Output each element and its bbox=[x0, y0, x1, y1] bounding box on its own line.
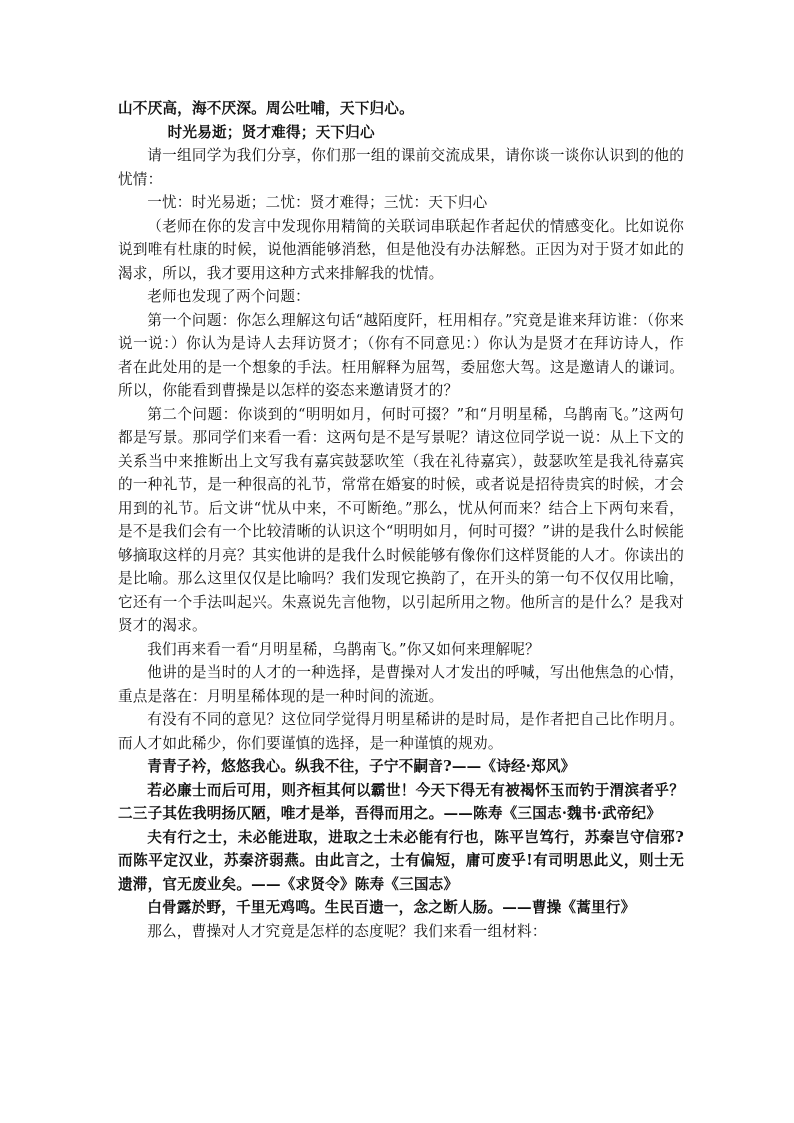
paragraph-2: 时光易逝；贤才难得；天下归心 bbox=[167, 123, 375, 141]
paragraph-6: 老师也发现了两个问题： bbox=[147, 288, 310, 305]
paragraph-9: 我们再来看一看“月明星稀，乌鹊南飞。”你又如何来理解呢？ bbox=[147, 640, 540, 658]
quote-qiuxianling: 夫有行之士，未必能进取，进取之士未必能有行也，陈平岂笃行，苏秦岂守信邪?而陈平定汉业，苏秦济弱燕。由此言之，士有偏短，庸可废乎!有司明思此义，则士无遗滞，官无废业矣。——《求贤令》陈寿《三国志》 bbox=[118, 828, 684, 893]
quote-shijing: 青青子衿，悠悠我心。纵我不往，子宁不嗣音?——《诗经·郑风》 bbox=[147, 758, 576, 775]
paragraph-11: 有没有不同的意见？这位同学觉得月明星稀讲的是时局，是作者把自己比作明月。而人才如此稀少，你们要谨慎的选择，是一种谨慎的规劝。 bbox=[118, 711, 684, 752]
paragraph-8: 第二个问题：你谈到的“明明如月，何时可掇？”和“月明星稀，乌鹊南飞。”这两句都是写景。那同学们来看一看：这两句是不是写景呢？请这位同学说一说：从上下文的关系当中来推断出上文写我有嘉宾鼓瑟吹笙（我在礼待嘉宾），鼓瑟吹笙是我礼待嘉宾的一种礼节，是一种很高的礼节，常常在婚宴的时候，或者说是招待贵宾的时候，才会用到的礼节。后文讲“忧从中来，不可断绝。”那么，忧从何而来？结合上下两句来看，是不是我们会有一个比较清晰的认识这个“明明如月，何时可掇？”讲的是我什么时候能够摘取这样的月亮？其实他讲的是我什么时候能够有像你们这样贤能的人才。你读出的是比喻。那么这里仅仅是比喻吗？我们发现它换韵了，在开头的第一句不仅仅用比喻，它还有一个手法叫起兴。朱熹说先言他物，以引起所用之物。他所言的是什么？是我对贤才的渴求。 bbox=[118, 405, 684, 634]
paragraph-3: 请一组同学为我们分享，你们那一组的课前交流成果，请你谈一谈你认识到的他的忧情： bbox=[118, 147, 684, 188]
quote-wudiji: 若必廉士而后可用，则齐桓其何以霸世！今天下得无有被褐怀玉而钓于渭滨者乎？二三子其佐我明扬仄陋，唯才是举，吾得而用之。——陈寿《三国志·魏书·武帝纪》 bbox=[118, 781, 684, 822]
document-body bbox=[118, 97, 684, 943]
paragraph-10: 他讲的是当时的人才的一种选择，是曹操对人才发出的呼喊，写出他焦急的心情，重点是落在：月明星稀体现的是一种时间的流逝。 bbox=[118, 664, 684, 705]
quote-haolixing: 白骨露於野，千里无鸡鸣。生民百遗一，念之断人肠。——曹操《蒿里行》 bbox=[147, 899, 636, 916]
paragraph-7: 第一个问题：你怎么理解这句话“越陌度阡，枉用相存。”究竟是谁来拜访谁：（你来说一说：）你认为是诗人去拜访贤才；（你有不同意见：）你认为是贤才在拜访诗人，作者在此处用的是一个想象的手法。枉用解释为屈驾，委屈您大驾。这是邀请人的谦词。所以，你能看到曹操是以怎样的姿态来邀请贤才的？ bbox=[118, 311, 684, 399]
paragraph-5: （老师在你的发言中发现你用精简的关联词串联起作者起伏的情感变化。比如说你说到唯有杜康的时候，说他酒能够消愁，但是他没有办法解愁。正因为对于贤才如此的渴求，所以，我才要用这种方式来排解我的忧情。 bbox=[118, 217, 684, 282]
paragraph-16: 那么，曹操对人才究竟是怎样的态度呢？我们来看一组材料： bbox=[147, 922, 547, 940]
paragraph-1: 山不厌高，海不厌深。周公吐哺，天下归心。 bbox=[118, 100, 414, 117]
paragraph-4: 一忧：时光易逝；二忧：贤才难得；三忧：天下归心 bbox=[147, 194, 488, 211]
